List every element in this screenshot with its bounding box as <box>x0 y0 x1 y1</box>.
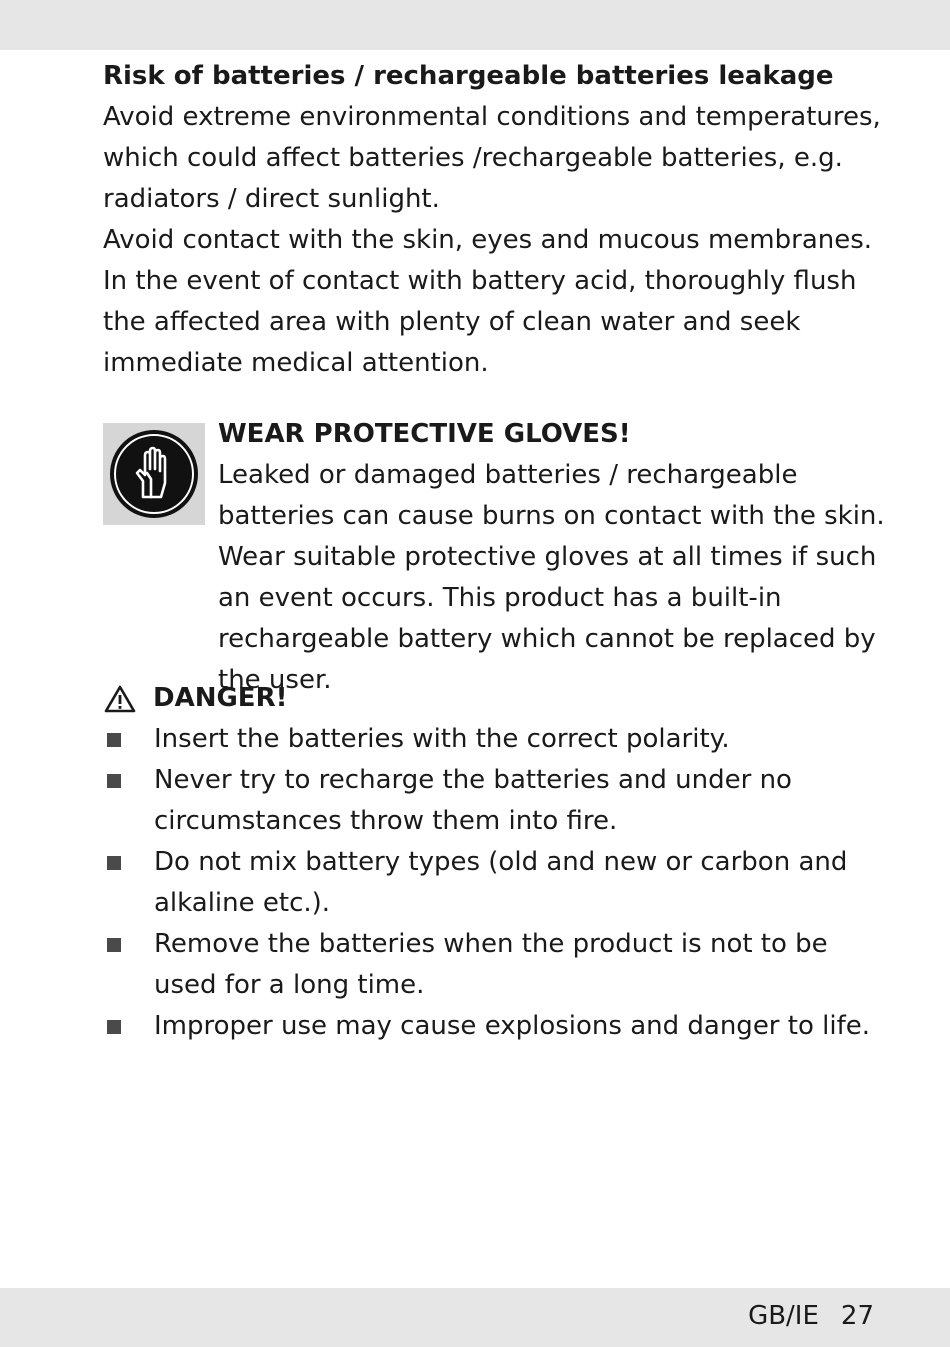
list-item <box>103 924 894 1006</box>
list-item-text: Improper use may cause explosions and danger to life. <box>154 1011 870 1041</box>
list-item <box>103 842 894 924</box>
list-item <box>103 719 894 760</box>
list-item <box>103 760 894 842</box>
list-item-text: Remove the batteries when the product is not to be used for a long time. <box>154 929 828 1000</box>
section-heading: Risk of batteries / rechargeable batteries leakage <box>103 61 834 91</box>
page-number: 27 <box>840 1301 874 1331</box>
square-bullet-icon <box>107 856 121 870</box>
gloves-notice-text: Leaked or damaged batteries / rechargeable batteries can cause burns on contact with the skin. Wear suitable protective gloves at all times if such an event occurs. This product has a built-in rechargeable battery which cannot be replaced by the user. <box>218 460 885 695</box>
square-bullet-icon <box>107 733 121 747</box>
warning-triangle-icon <box>103 684 137 714</box>
list-item-text: Never try to recharge the batteries and under no circumstances throw them into fire. <box>154 765 792 836</box>
footer-region: GB/IE <box>748 1301 819 1331</box>
protective-gloves-icon <box>103 423 205 525</box>
danger-section <box>103 678 893 1047</box>
list-item-text: Do not mix battery types (old and new or carbon and alkaline etc.). <box>154 847 848 918</box>
list-item-text: Insert the batteries with the correct polarity. <box>154 724 730 754</box>
list-item <box>103 1006 894 1047</box>
square-bullet-icon <box>107 938 121 952</box>
page-content <box>103 56 893 1047</box>
danger-title: DANGER! <box>153 683 288 713</box>
page-footer <box>748 1296 874 1336</box>
body-paragraph: Avoid contact with the skin, eyes and mucous membranes. In the event of contact with battery acid, thoroughly flush the affected area with plenty of clean water and seek immediate medical attention. <box>103 225 873 378</box>
danger-list <box>103 719 893 1047</box>
square-bullet-icon <box>107 774 121 788</box>
square-bullet-icon <box>107 1020 121 1034</box>
gloves-notice <box>103 414 893 695</box>
gloves-notice-title: WEAR PROTECTIVE GLOVES! <box>218 419 631 449</box>
gloves-notice-body <box>218 414 898 701</box>
header-band <box>0 0 950 50</box>
body-paragraph: Avoid extreme environmental conditions and temperatures, which could affect batteries /rechargeable batteries, e.g. radiators / direct sunlight. <box>103 102 881 214</box>
